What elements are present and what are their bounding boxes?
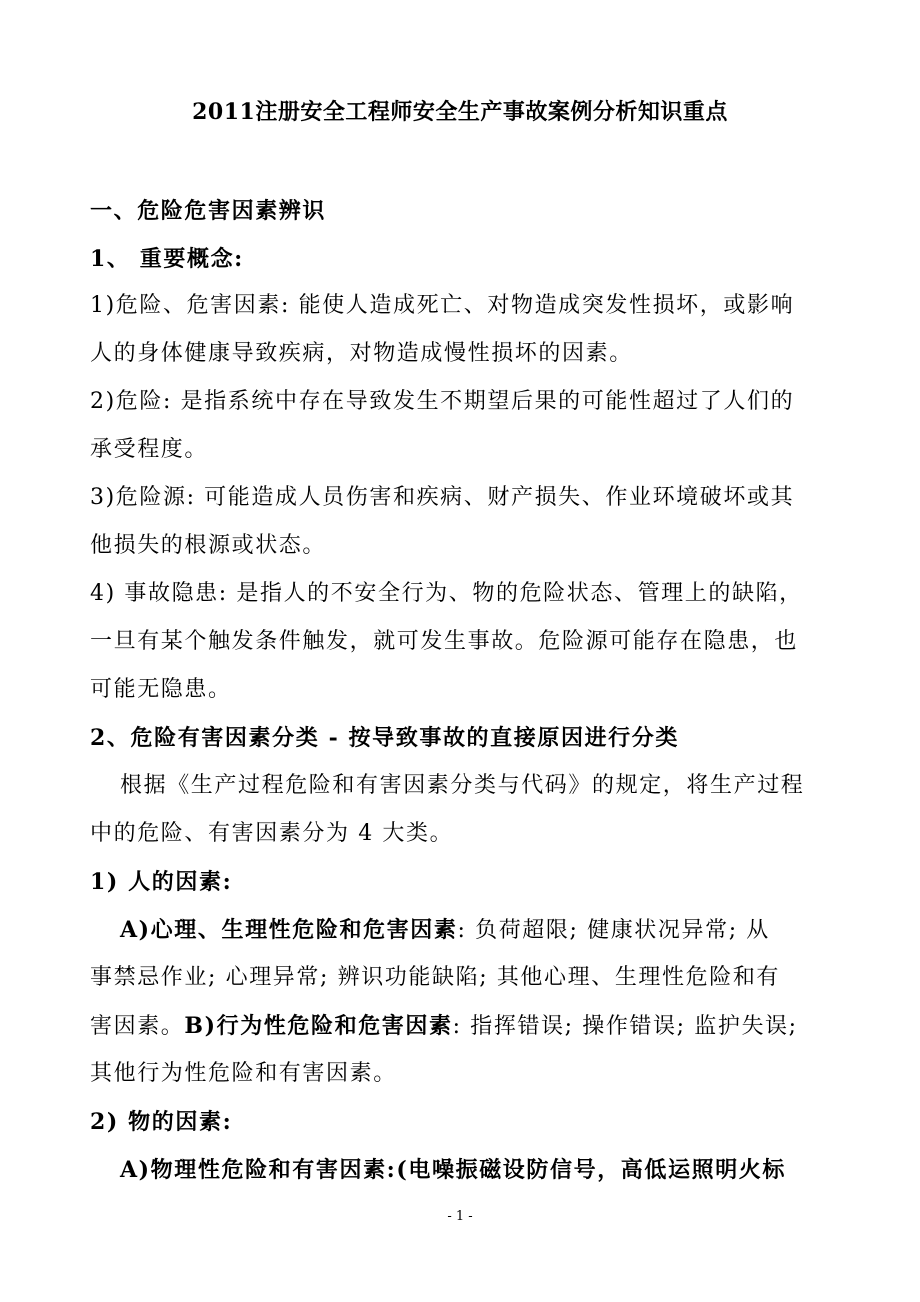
paragraph-line: 可能无隐患。 bbox=[90, 677, 232, 702]
paragraph-line: 2)危险: 是指系统中存在导致发生不期望后果的可能性超过了人们的 bbox=[90, 389, 795, 414]
paragraph-line: 人的身体健康导致疾病，对物造成慢性损坏的因素。 bbox=[90, 341, 633, 366]
document-title: 2011注册安全工程师安全生产事故案例分析知识重点 bbox=[192, 99, 728, 125]
bold-term: B)行为性危险和危害因素 bbox=[184, 1013, 453, 1039]
paragraph-line: A)物理性危险和有害因素:(电噪振磁设防信号，高低运照明火标 bbox=[120, 1157, 787, 1183]
paragraph-line: 3)危险源: 可能造成人员伤害和疾病、财产损失、作业环境破坏或其 bbox=[90, 485, 795, 510]
heading-human-factors: 1) 人的因素: bbox=[90, 869, 233, 895]
paragraph-line: 1)危险、危害因素: 能使人造成死亡、对物造成突发性损坏，或影响 bbox=[90, 293, 795, 318]
subheading-concepts: 1、 重要概念: bbox=[90, 246, 244, 272]
heading-material-factors: 2) 物的因素: bbox=[90, 1109, 233, 1135]
paragraph-line: 一旦有某个触发条件触发，就可发生事故。危险源可能存在隐患，也 bbox=[90, 629, 799, 654]
paragraph-line: 承受程度。 bbox=[90, 437, 209, 462]
bold-term: A)心理、生理性危险和危害因素 bbox=[120, 917, 458, 943]
inline-text: : 指挥错误; 操作错误; 监护失误; bbox=[452, 1014, 798, 1039]
inline-text: : 负荷超限; 健康状况异常; 从 bbox=[457, 918, 770, 943]
inline-text: 害因素。 bbox=[90, 1014, 185, 1039]
paragraph-line bbox=[90, 1011, 850, 1042]
paragraph-line: 根据《生产过程危险和有害因素分类与代码》的规定，将生产过程 bbox=[120, 773, 805, 798]
page-number: - 1 - bbox=[447, 1209, 473, 1224]
paragraph-line: 他损失的根源或状态。 bbox=[90, 533, 327, 558]
paragraph-line: 中的危险、有害因素分为 4 大类。 bbox=[90, 821, 454, 846]
paragraph-line bbox=[120, 915, 850, 946]
subheading-classification: 2、危险有害因素分类 - 按导致事故的直接原因进行分类 bbox=[90, 725, 679, 751]
paragraph-line: 4) 事故隐患: 是指人的不安全行为、物的危险状态、管理上的缺陷， bbox=[90, 581, 803, 606]
paragraph-line: 事禁忌作业; 心理异常; 辨识功能缺陷; 其他心理、生理性危险和有 bbox=[90, 965, 781, 990]
section-heading-1: 一、危险危害因素辨识 bbox=[90, 198, 327, 224]
paragraph-line: 其他行为性危险和有害因素。 bbox=[90, 1061, 397, 1086]
